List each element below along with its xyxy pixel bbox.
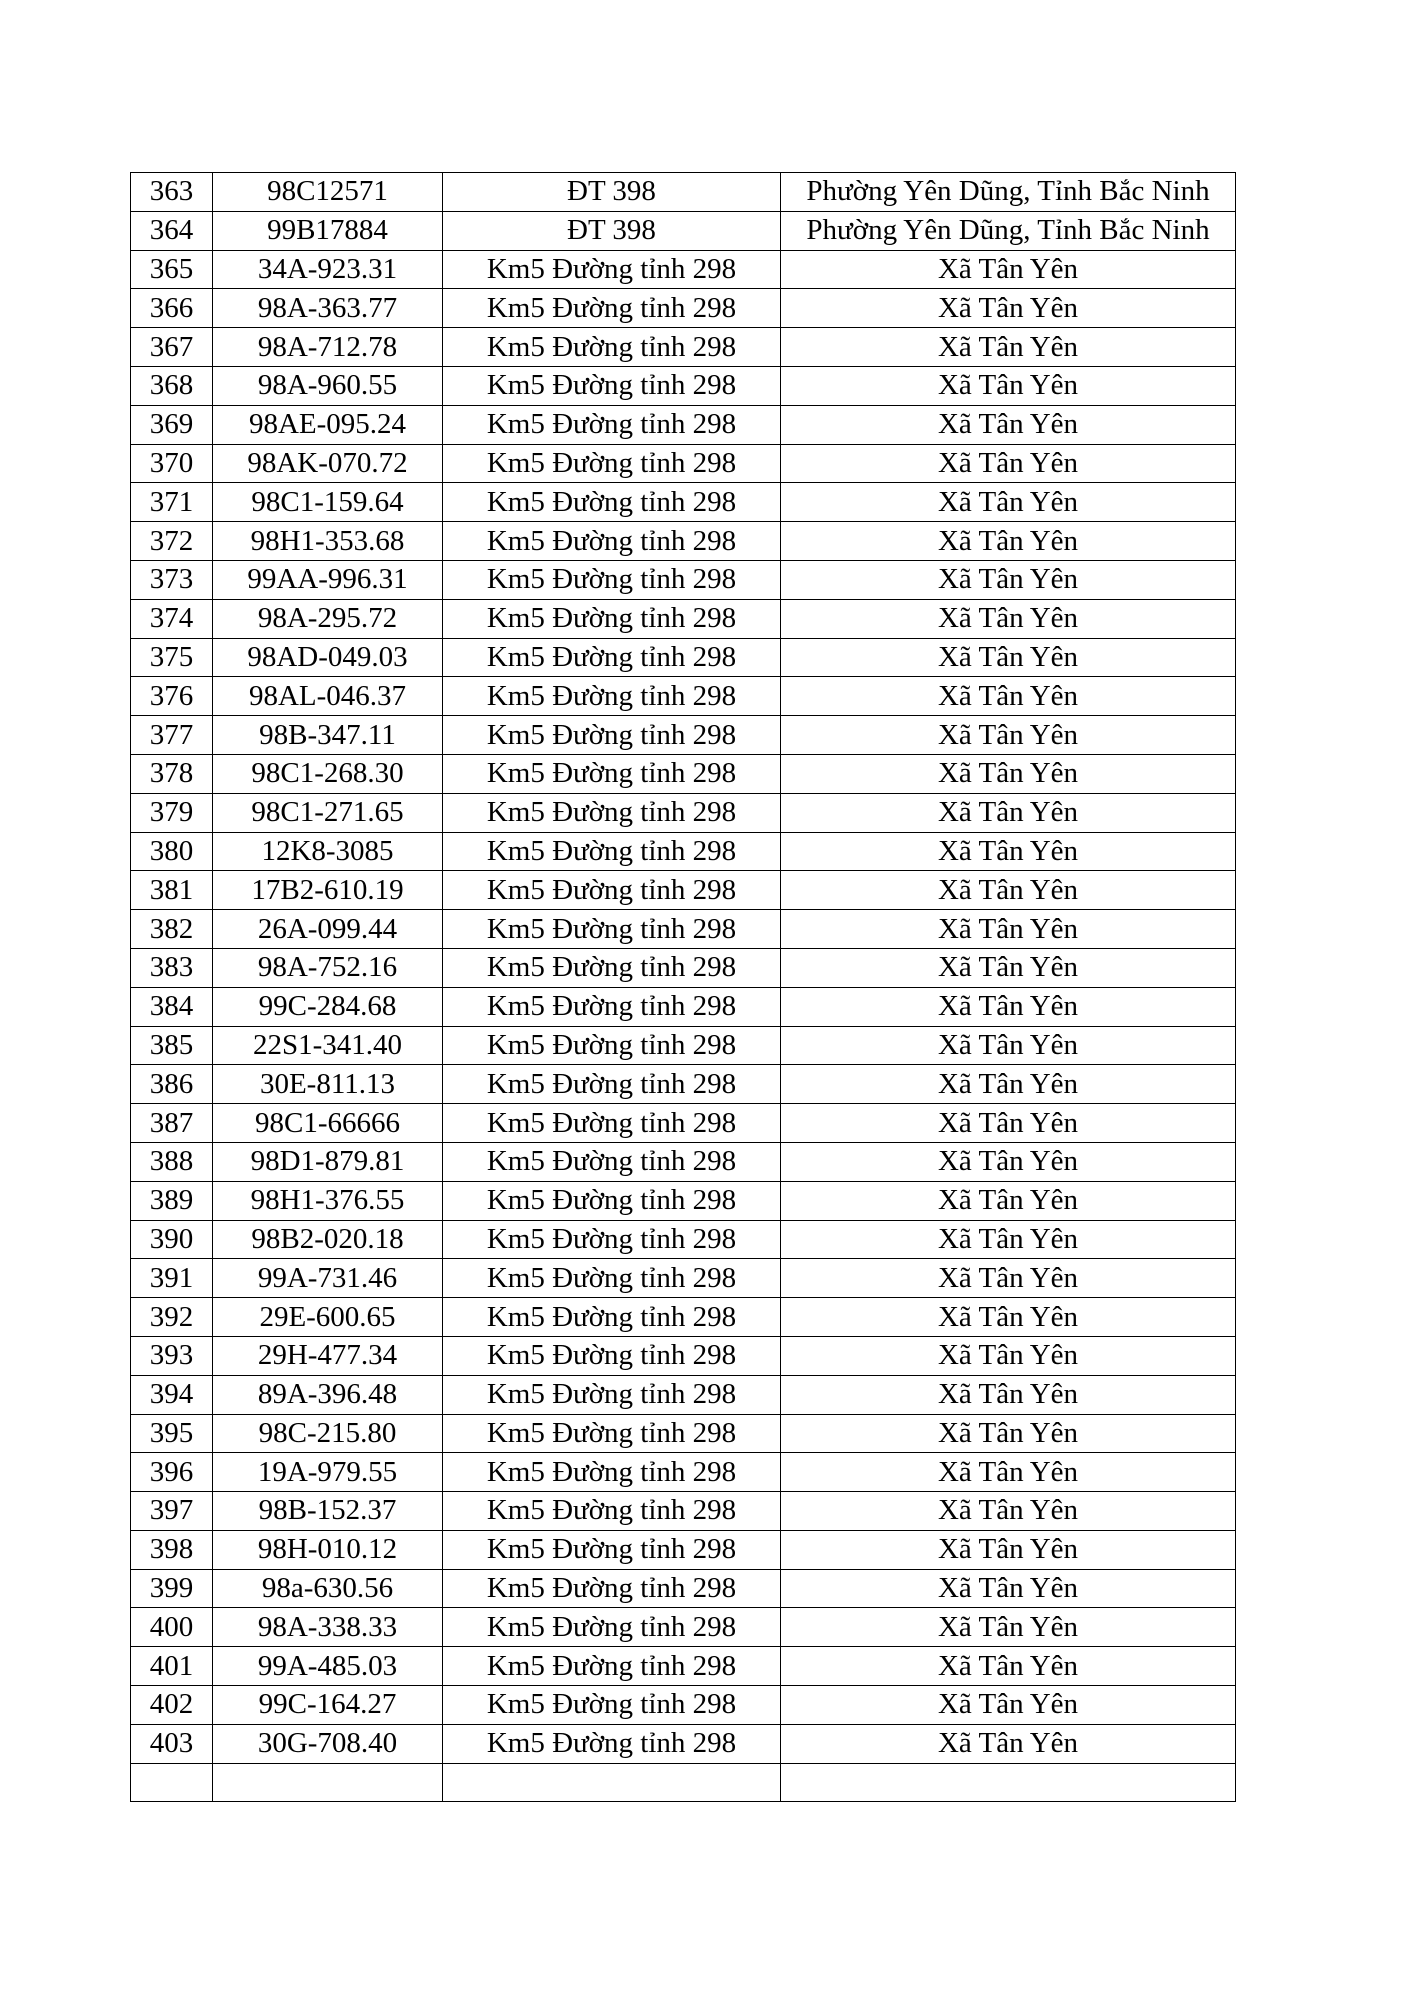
locality-cell: Xã Tân Yên — [781, 1647, 1236, 1686]
location-cell: Km5 Đường tỉnh 298 — [443, 1104, 781, 1143]
row-number-cell: 368 — [131, 366, 213, 405]
locality-cell: Xã Tân Yên — [781, 1608, 1236, 1647]
location-cell: Km5 Đường tỉnh 298 — [443, 1724, 781, 1763]
license-plate-cell: 99B17884 — [213, 211, 443, 250]
license-plate-cell: 98AL-046.37 — [213, 677, 443, 716]
table-row — [131, 871, 1236, 910]
location-cell: Km5 Đường tỉnh 298 — [443, 1298, 781, 1337]
table-row — [131, 793, 1236, 832]
license-plate-cell: 30G-708.40 — [213, 1724, 443, 1763]
table-row — [131, 211, 1236, 250]
license-plate-cell: 22S1-341.40 — [213, 1026, 443, 1065]
location-cell: Km5 Đường tỉnh 298 — [443, 250, 781, 289]
row-number-cell: 403 — [131, 1724, 213, 1763]
location-cell: Km5 Đường tỉnh 298 — [443, 948, 781, 987]
location-cell: Km5 Đường tỉnh 298 — [443, 793, 781, 832]
location-cell: Km5 Đường tỉnh 298 — [443, 1375, 781, 1414]
license-plate-cell: 12K8-3085 — [213, 832, 443, 871]
locality-cell: Xã Tân Yên — [781, 1142, 1236, 1181]
table-row — [131, 638, 1236, 677]
location-cell: Km5 Đường tỉnh 298 — [443, 1492, 781, 1531]
license-plate-cell: 99C-284.68 — [213, 987, 443, 1026]
row-number-cell — [131, 1763, 213, 1802]
location-cell: Km5 Đường tỉnh 298 — [443, 328, 781, 367]
locality-cell: Xã Tân Yên — [781, 1453, 1236, 1492]
table-row — [131, 1414, 1236, 1453]
table-row — [131, 1375, 1236, 1414]
row-number-cell: 367 — [131, 328, 213, 367]
license-plate-cell: 98H-010.12 — [213, 1530, 443, 1569]
table-row — [131, 1647, 1236, 1686]
row-number-cell: 385 — [131, 1026, 213, 1065]
table-row — [131, 754, 1236, 793]
license-plate-cell: 99AA-996.31 — [213, 560, 443, 599]
license-plate-cell: 98D1-879.81 — [213, 1142, 443, 1181]
location-cell: Km5 Đường tỉnh 298 — [443, 716, 781, 755]
locality-cell: Xã Tân Yên — [781, 250, 1236, 289]
row-number-cell: 391 — [131, 1259, 213, 1298]
table-row — [131, 250, 1236, 289]
row-number-cell: 374 — [131, 599, 213, 638]
license-plate-cell: 89A-396.48 — [213, 1375, 443, 1414]
locality-cell: Xã Tân Yên — [781, 599, 1236, 638]
row-number-cell: 372 — [131, 522, 213, 561]
locality-cell: Xã Tân Yên — [781, 1686, 1236, 1725]
license-plate-cell: 98C1-159.64 — [213, 483, 443, 522]
location-cell: Km5 Đường tỉnh 298 — [443, 1414, 781, 1453]
location-cell — [443, 1763, 781, 1802]
table-row — [131, 1530, 1236, 1569]
locality-cell: Xã Tân Yên — [781, 1026, 1236, 1065]
locality-cell: Xã Tân Yên — [781, 832, 1236, 871]
location-cell: ĐT 398 — [443, 211, 781, 250]
location-cell: Km5 Đường tỉnh 298 — [443, 1336, 781, 1375]
table-row — [131, 1453, 1236, 1492]
license-plate-cell: 99C-164.27 — [213, 1686, 443, 1725]
table-row — [131, 1569, 1236, 1608]
location-cell: Km5 Đường tỉnh 298 — [443, 1608, 781, 1647]
locality-cell: Xã Tân Yên — [781, 483, 1236, 522]
location-cell: Km5 Đường tỉnh 298 — [443, 987, 781, 1026]
location-cell: Km5 Đường tỉnh 298 — [443, 1181, 781, 1220]
row-number-cell: 371 — [131, 483, 213, 522]
license-plate-cell: 17B2-610.19 — [213, 871, 443, 910]
license-plate-cell: 98A-960.55 — [213, 366, 443, 405]
location-cell: ĐT 398 — [443, 173, 781, 212]
locality-cell: Xã Tân Yên — [781, 638, 1236, 677]
license-plate-cell: 34A-923.31 — [213, 250, 443, 289]
table-row — [131, 483, 1236, 522]
license-plate-cell: 98A-295.72 — [213, 599, 443, 638]
license-plate-cell: 99A-485.03 — [213, 1647, 443, 1686]
locality-cell: Xã Tân Yên — [781, 1104, 1236, 1143]
license-plate-cell: 98C1-268.30 — [213, 754, 443, 793]
table-row — [131, 832, 1236, 871]
location-cell: Km5 Đường tỉnh 298 — [443, 599, 781, 638]
locality-cell: Xã Tân Yên — [781, 716, 1236, 755]
row-number-cell: 377 — [131, 716, 213, 755]
license-plate-cell: 26A-099.44 — [213, 910, 443, 949]
table-row — [131, 1492, 1236, 1531]
row-number-cell: 387 — [131, 1104, 213, 1143]
license-plate-cell: 98H1-353.68 — [213, 522, 443, 561]
locality-cell: Xã Tân Yên — [781, 1181, 1236, 1220]
table-row — [131, 173, 1236, 212]
location-cell: Km5 Đường tỉnh 298 — [443, 754, 781, 793]
locality-cell: Phường Yên Dũng, Tỉnh Bắc Ninh — [781, 173, 1236, 212]
location-cell: Km5 Đường tỉnh 298 — [443, 522, 781, 561]
location-cell: Km5 Đường tỉnh 298 — [443, 871, 781, 910]
row-number-cell: 393 — [131, 1336, 213, 1375]
row-number-cell: 397 — [131, 1492, 213, 1531]
location-cell: Km5 Đường tỉnh 298 — [443, 1220, 781, 1259]
row-number-cell: 364 — [131, 211, 213, 250]
table-row — [131, 444, 1236, 483]
table-row — [131, 1104, 1236, 1143]
table-row — [131, 405, 1236, 444]
row-number-cell: 375 — [131, 638, 213, 677]
row-number-cell: 388 — [131, 1142, 213, 1181]
row-number-cell: 365 — [131, 250, 213, 289]
row-number-cell: 366 — [131, 289, 213, 328]
row-number-cell: 380 — [131, 832, 213, 871]
location-cell: Km5 Đường tỉnh 298 — [443, 1065, 781, 1104]
row-number-cell: 394 — [131, 1375, 213, 1414]
table-row — [131, 910, 1236, 949]
locality-cell: Xã Tân Yên — [781, 1569, 1236, 1608]
location-cell: Km5 Đường tỉnh 298 — [443, 1647, 781, 1686]
license-plate-cell: 98C-215.80 — [213, 1414, 443, 1453]
location-cell: Km5 Đường tỉnh 298 — [443, 677, 781, 716]
row-number-cell: 402 — [131, 1686, 213, 1725]
locality-cell: Xã Tân Yên — [781, 1298, 1236, 1337]
location-cell: Km5 Đường tỉnh 298 — [443, 1530, 781, 1569]
table-row — [131, 560, 1236, 599]
license-plate-cell: 98B-152.37 — [213, 1492, 443, 1531]
locality-cell: Xã Tân Yên — [781, 987, 1236, 1026]
violations-table — [130, 172, 1236, 1802]
table-row — [131, 522, 1236, 561]
table-row — [131, 1608, 1236, 1647]
location-cell: Km5 Đường tỉnh 298 — [443, 1686, 781, 1725]
row-number-cell: 392 — [131, 1298, 213, 1337]
table-row — [131, 1220, 1236, 1259]
license-plate-cell: 98A-712.78 — [213, 328, 443, 367]
license-plate-cell: 99A-731.46 — [213, 1259, 443, 1298]
location-cell: Km5 Đường tỉnh 298 — [443, 910, 781, 949]
locality-cell: Xã Tân Yên — [781, 1336, 1236, 1375]
locality-cell: Xã Tân Yên — [781, 522, 1236, 561]
location-cell: Km5 Đường tỉnh 298 — [443, 1453, 781, 1492]
location-cell: Km5 Đường tỉnh 298 — [443, 483, 781, 522]
row-number-cell: 373 — [131, 560, 213, 599]
location-cell: Km5 Đường tỉnh 298 — [443, 1142, 781, 1181]
location-cell: Km5 Đường tỉnh 298 — [443, 832, 781, 871]
license-plate-cell: 98C1-271.65 — [213, 793, 443, 832]
row-number-cell: 396 — [131, 1453, 213, 1492]
location-cell: Km5 Đường tỉnh 298 — [443, 289, 781, 328]
location-cell: Km5 Đường tỉnh 298 — [443, 1569, 781, 1608]
locality-cell: Xã Tân Yên — [781, 1530, 1236, 1569]
license-plate-cell: 30E-811.13 — [213, 1065, 443, 1104]
row-number-cell: 386 — [131, 1065, 213, 1104]
table-row — [131, 599, 1236, 638]
license-plate-cell: 98AE-095.24 — [213, 405, 443, 444]
row-number-cell: 376 — [131, 677, 213, 716]
row-number-cell: 400 — [131, 1608, 213, 1647]
location-cell: Km5 Đường tỉnh 298 — [443, 638, 781, 677]
license-plate-cell: 98B-347.11 — [213, 716, 443, 755]
license-plate-cell: 98A-752.16 — [213, 948, 443, 987]
license-plate-cell: 98a-630.56 — [213, 1569, 443, 1608]
locality-cell: Xã Tân Yên — [781, 1375, 1236, 1414]
locality-cell — [781, 1763, 1236, 1802]
location-cell: Km5 Đường tỉnh 298 — [443, 1026, 781, 1065]
locality-cell: Xã Tân Yên — [781, 1065, 1236, 1104]
row-number-cell: 390 — [131, 1220, 213, 1259]
location-cell: Km5 Đường tỉnh 298 — [443, 405, 781, 444]
locality-cell: Xã Tân Yên — [781, 871, 1236, 910]
license-plate-cell: 98C1-66666 — [213, 1104, 443, 1143]
locality-cell: Xã Tân Yên — [781, 910, 1236, 949]
table-row — [131, 1259, 1236, 1298]
locality-cell: Xã Tân Yên — [781, 366, 1236, 405]
license-plate-cell: 19A-979.55 — [213, 1453, 443, 1492]
table-row — [131, 716, 1236, 755]
row-number-cell: 381 — [131, 871, 213, 910]
location-cell: Km5 Đường tỉnh 298 — [443, 444, 781, 483]
table-row — [131, 289, 1236, 328]
license-plate-cell: 29E-600.65 — [213, 1298, 443, 1337]
locality-cell: Xã Tân Yên — [781, 754, 1236, 793]
locality-cell: Xã Tân Yên — [781, 793, 1236, 832]
table-row — [131, 366, 1236, 405]
table-row — [131, 987, 1236, 1026]
row-number-cell: 363 — [131, 173, 213, 212]
row-number-cell: 398 — [131, 1530, 213, 1569]
locality-cell: Xã Tân Yên — [781, 1414, 1236, 1453]
row-number-cell: 382 — [131, 910, 213, 949]
location-cell: Km5 Đường tỉnh 298 — [443, 366, 781, 405]
table-body — [131, 173, 1236, 1802]
row-number-cell: 384 — [131, 987, 213, 1026]
table-row — [131, 1026, 1236, 1065]
table-row — [131, 1181, 1236, 1220]
location-cell: Km5 Đường tỉnh 298 — [443, 560, 781, 599]
table-row — [131, 328, 1236, 367]
license-plate-cell: 98A-338.33 — [213, 1608, 443, 1647]
row-number-cell: 379 — [131, 793, 213, 832]
locality-cell: Xã Tân Yên — [781, 1492, 1236, 1531]
table-row — [131, 1065, 1236, 1104]
license-plate-cell: 98C12571 — [213, 173, 443, 212]
locality-cell: Xã Tân Yên — [781, 444, 1236, 483]
location-cell: Km5 Đường tỉnh 298 — [443, 1259, 781, 1298]
table-row — [131, 1686, 1236, 1725]
locality-cell: Xã Tân Yên — [781, 948, 1236, 987]
table-row — [131, 1336, 1236, 1375]
locality-cell: Xã Tân Yên — [781, 1724, 1236, 1763]
table-row — [131, 1142, 1236, 1181]
table-row — [131, 1724, 1236, 1763]
locality-cell: Phường Yên Dũng, Tỉnh Bắc Ninh — [781, 211, 1236, 250]
row-number-cell: 383 — [131, 948, 213, 987]
row-number-cell: 378 — [131, 754, 213, 793]
locality-cell: Xã Tân Yên — [781, 405, 1236, 444]
row-number-cell: 401 — [131, 1647, 213, 1686]
license-plate-cell: 98A-363.77 — [213, 289, 443, 328]
row-number-cell: 395 — [131, 1414, 213, 1453]
license-plate-cell: 98AK-070.72 — [213, 444, 443, 483]
locality-cell: Xã Tân Yên — [781, 289, 1236, 328]
locality-cell: Xã Tân Yên — [781, 677, 1236, 716]
row-number-cell: 399 — [131, 1569, 213, 1608]
row-number-cell: 370 — [131, 444, 213, 483]
table-row — [131, 677, 1236, 716]
locality-cell: Xã Tân Yên — [781, 1220, 1236, 1259]
table-row — [131, 1298, 1236, 1337]
table-row — [131, 1763, 1236, 1802]
license-plate-cell: 98H1-376.55 — [213, 1181, 443, 1220]
license-plate-cell — [213, 1763, 443, 1802]
row-number-cell: 389 — [131, 1181, 213, 1220]
locality-cell: Xã Tân Yên — [781, 1259, 1236, 1298]
table-row — [131, 948, 1236, 987]
locality-cell: Xã Tân Yên — [781, 328, 1236, 367]
row-number-cell: 369 — [131, 405, 213, 444]
license-plate-cell: 98AD-049.03 — [213, 638, 443, 677]
license-plate-cell: 29H-477.34 — [213, 1336, 443, 1375]
license-plate-cell: 98B2-020.18 — [213, 1220, 443, 1259]
locality-cell: Xã Tân Yên — [781, 560, 1236, 599]
